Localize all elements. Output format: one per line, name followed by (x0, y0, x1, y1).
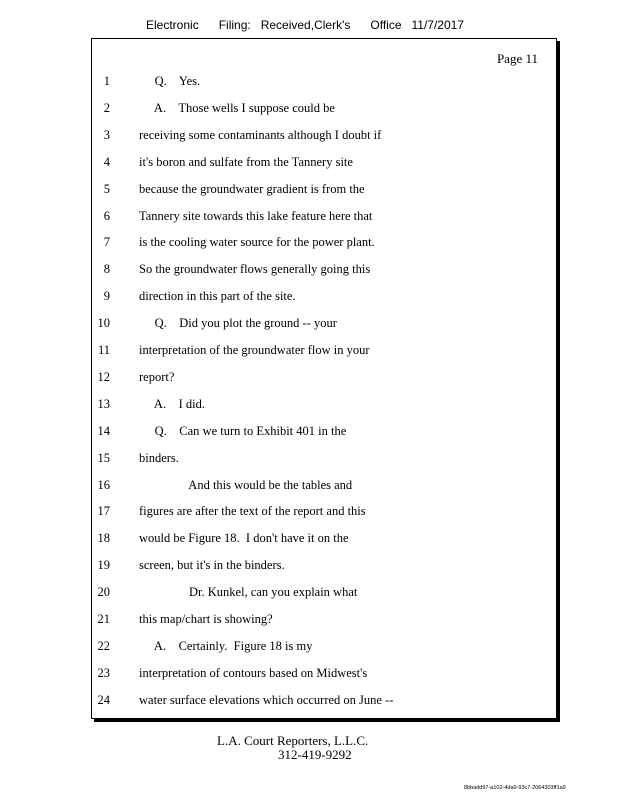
transcript-line (92, 504, 552, 522)
transcript-line (92, 262, 552, 280)
line-number: 20 (97, 585, 110, 600)
line-number: 4 (103, 154, 110, 169)
transcript-line (92, 235, 552, 253)
transcript-line (92, 101, 552, 119)
transcript-line (92, 182, 552, 200)
transcript-line (92, 531, 552, 549)
transcript-line (92, 693, 552, 711)
electronic-filing-header: Electronic Filing: Received,Clerk's Office 11/7/2017 (146, 18, 464, 32)
transcript-line (92, 370, 552, 388)
transcript-line (92, 343, 552, 361)
line-text: A. I did. (139, 396, 205, 411)
line-text: So the groundwater flows generally going this (139, 262, 371, 277)
document-id-stamp: 8bbadd97-a102-4da9-93c7-2064303ff1a9 (464, 785, 566, 791)
line-text: Dr. Kunkel, can you explain what (139, 585, 358, 600)
transcript-line (92, 666, 552, 684)
transcript-line (92, 424, 552, 442)
line-text: it's boron and sulfate from the Tannery site (139, 154, 353, 169)
transcript-line (92, 289, 552, 307)
transcript-line (92, 558, 552, 576)
transcript-line (92, 155, 552, 173)
line-number: 5 (103, 181, 110, 196)
line-number: 16 (97, 477, 110, 492)
line-text: direction in this part of the site. (139, 289, 296, 304)
transcript-line (92, 639, 552, 657)
line-text: Tannery site towards this lake feature here that (139, 208, 373, 223)
line-number: 14 (97, 423, 110, 438)
line-text: A. Certainly. Figure 18 is my (139, 638, 313, 653)
court-reporter-phone: 312-419-9292 (278, 747, 352, 762)
page-number: Page 11 (496, 51, 538, 66)
line-number: 2 (103, 100, 110, 115)
line-number: 12 (97, 369, 110, 384)
transcript-line (92, 585, 552, 603)
court-reporter-name: L.A. Court Reporters, L.L.C. (217, 733, 369, 748)
line-number: 17 (97, 504, 110, 519)
line-text: water surface elevations which occurred on June -- (139, 692, 394, 707)
line-number: 10 (97, 316, 110, 331)
line-number: 8 (103, 262, 110, 277)
line-number: 15 (97, 450, 110, 465)
line-text: figures are after the text of the report and this (139, 504, 366, 519)
line-number: 23 (97, 665, 110, 680)
line-text: binders. (139, 450, 179, 465)
line-number: 9 (103, 289, 110, 304)
transcript-line (92, 612, 552, 630)
line-text: interpretation of the groundwater flow in your (139, 343, 370, 357)
line-text: would be Figure 18. I don't have it on the (139, 531, 349, 546)
line-text: receiving some contaminants although I doubt if (139, 127, 382, 142)
line-number: 24 (97, 692, 110, 707)
line-text: A. Those wells I suppose could be (139, 100, 335, 115)
transcript-line (92, 397, 552, 415)
transcript-line (92, 209, 552, 227)
line-number: 11 (97, 343, 110, 357)
line-text: screen, but it's in the binders. (139, 558, 285, 573)
line-number: 18 (97, 531, 110, 546)
line-text: this map/chart is showing? (139, 612, 273, 626)
line-number: 19 (97, 558, 110, 573)
line-text: interpretation of contours based on Midwest's (139, 665, 368, 680)
line-text: Q. Can we turn to Exhibit 401 in the (139, 423, 347, 438)
line-text: Q. Did you plot the ground -- your (139, 316, 337, 331)
line-text: Q. Yes. (139, 74, 201, 88)
line-number: 22 (97, 638, 110, 653)
transcript-line (92, 316, 552, 334)
line-number: 21 (97, 612, 110, 626)
line-number: 6 (103, 208, 110, 223)
line-number: 1 (103, 74, 110, 88)
line-number: 7 (103, 235, 110, 250)
transcript-line (92, 478, 552, 496)
transcript-line (92, 74, 552, 92)
line-number: 13 (97, 396, 110, 411)
line-text: is the cooling water source for the power plant. (139, 235, 375, 250)
line-text: And this would be the tables and (139, 477, 353, 492)
line-text: because the groundwater gradient is from the (139, 181, 365, 196)
line-text: report? (139, 369, 175, 384)
transcript-line (92, 451, 552, 469)
transcript-page-frame (91, 38, 557, 719)
line-number: 3 (103, 127, 110, 142)
transcript-line (92, 128, 552, 146)
